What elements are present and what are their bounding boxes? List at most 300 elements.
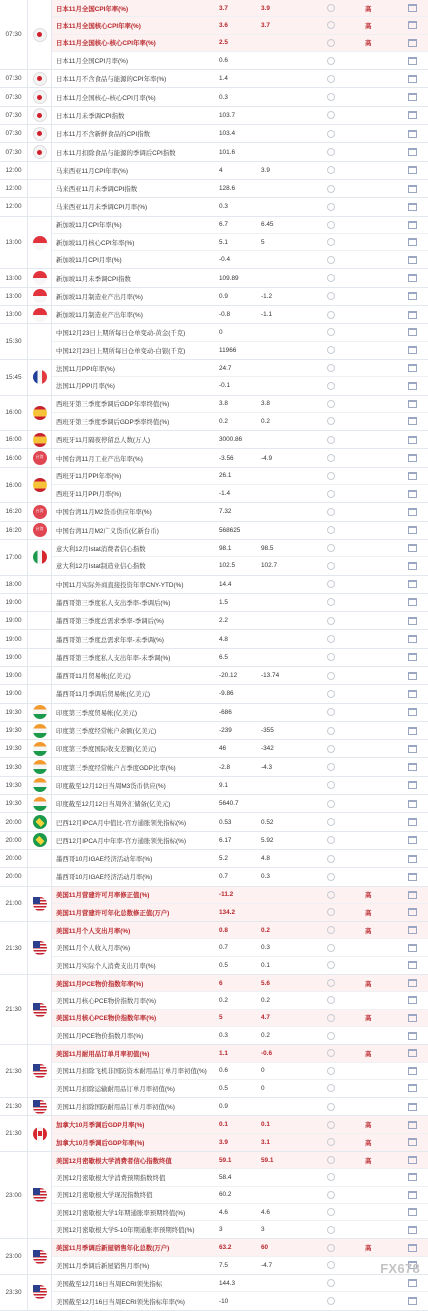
- alarm-clock-icon[interactable]: [327, 635, 335, 643]
- alarm-clock-icon[interactable]: [327, 292, 335, 300]
- event-row[interactable]: [52, 251, 428, 268]
- alarm-clock-icon[interactable]: [327, 1032, 335, 1040]
- alarm-clock-icon[interactable]: [327, 472, 335, 480]
- event-row[interactable]: [52, 887, 428, 904]
- forecast-value: 3.1: [261, 1138, 270, 1146]
- alarm-clock-icon[interactable]: [327, 364, 335, 372]
- event-row[interactable]: [52, 217, 428, 234]
- forecast-value: -1.2: [261, 292, 273, 300]
- alarm-clock-icon[interactable]: [327, 130, 335, 138]
- event-row[interactable]: [52, 1169, 428, 1186]
- chart-detail-icon[interactable]: [408, 292, 417, 300]
- previous-value: -2.8: [219, 763, 231, 771]
- previous-value: -20.12: [219, 672, 238, 680]
- chart-detail-icon[interactable]: [408, 130, 417, 138]
- chart-detail-icon[interactable]: [408, 1032, 417, 1040]
- previous-value: 3.7: [219, 4, 228, 12]
- event-row[interactable]: [52, 939, 428, 956]
- chart-detail-icon[interactable]: [408, 1244, 417, 1252]
- event-row[interactable]: [52, 449, 428, 466]
- indicator-name: 墨西哥第三季度私人支出季率-季调后(%): [56, 599, 171, 607]
- event-group: [0, 306, 428, 324]
- alarm-clock-icon[interactable]: [327, 1121, 335, 1129]
- event-row[interactable]: [52, 70, 428, 87]
- time-label: 13:00: [5, 292, 22, 300]
- event-row[interactable]: [52, 1187, 428, 1204]
- alarm-clock-icon[interactable]: [327, 580, 335, 588]
- alarm-clock-icon[interactable]: [327, 855, 335, 863]
- alarm-clock-icon[interactable]: [327, 873, 335, 881]
- previous-value: -0.8: [219, 311, 231, 319]
- alarm-clock-icon[interactable]: [327, 4, 335, 12]
- chart-detail-icon[interactable]: [408, 203, 417, 211]
- importance-label: 高: [365, 1122, 372, 1130]
- event-time: [0, 162, 28, 179]
- alarm-clock-icon[interactable]: [327, 908, 335, 916]
- event-row[interactable]: [52, 594, 428, 611]
- event-row[interactable]: [52, 667, 428, 684]
- event-row[interactable]: [52, 1116, 428, 1133]
- event-row[interactable]: [52, 540, 428, 557]
- alarm-clock-icon[interactable]: [327, 256, 335, 264]
- alarm-clock-icon[interactable]: [327, 1084, 335, 1092]
- event-row[interactable]: [52, 522, 428, 539]
- event-row[interactable]: [52, 722, 428, 739]
- detail-cell: [397, 926, 428, 934]
- event-row[interactable]: [52, 52, 428, 69]
- alarm-clock-icon[interactable]: [327, 690, 335, 698]
- time-label: 21:30: [5, 1130, 22, 1138]
- alarm-clock-icon[interactable]: [327, 891, 335, 899]
- event-row[interactable]: [52, 795, 428, 812]
- alarm-clock-icon[interactable]: [327, 1244, 335, 1252]
- chart-detail-icon[interactable]: [408, 1067, 417, 1075]
- alarm-clock-icon[interactable]: [327, 1103, 335, 1111]
- event-rows: [52, 612, 428, 629]
- indicator-name: 墨西哥11月季调后贸易帐(亿美元): [56, 691, 150, 699]
- alarm-clock-icon[interactable]: [327, 1261, 335, 1269]
- alarm-clock-icon[interactable]: [327, 274, 335, 282]
- chart-detail-icon[interactable]: [408, 635, 417, 643]
- alarm-clock-icon[interactable]: [327, 1067, 335, 1075]
- event-group: [0, 269, 428, 287]
- alarm-clock-icon[interactable]: [327, 944, 335, 952]
- event-row[interactable]: [52, 557, 428, 574]
- event-row[interactable]: [52, 1292, 428, 1309]
- alarm-clock-icon[interactable]: [327, 417, 335, 425]
- alarm-clock-icon[interactable]: [327, 1138, 335, 1146]
- chart-detail-icon[interactable]: [408, 617, 417, 625]
- alarm-clock-icon[interactable]: [327, 185, 335, 193]
- chart-detail-icon[interactable]: [408, 1279, 417, 1287]
- alarm-clock-icon[interactable]: [327, 727, 335, 735]
- alarm-clock-icon[interactable]: [327, 21, 335, 29]
- alarm-clock-icon[interactable]: [327, 1049, 335, 1057]
- alarm-clock-icon[interactable]: [327, 436, 335, 444]
- sg-flag-icon: [33, 236, 47, 250]
- chart-detail-icon[interactable]: [408, 328, 417, 336]
- chart-detail-icon[interactable]: [408, 382, 417, 390]
- previous-value: 3.9: [219, 1138, 228, 1146]
- detail-cell: [397, 400, 428, 408]
- detail-cell: [397, 1103, 428, 1111]
- chart-detail-icon[interactable]: [408, 1049, 417, 1057]
- forecast-value: 4.8: [261, 855, 270, 863]
- event-time: [0, 1275, 28, 1310]
- alarm-clock-icon[interactable]: [327, 544, 335, 552]
- chart-detail-icon[interactable]: [408, 1208, 417, 1216]
- alarm-clock-icon[interactable]: [327, 800, 335, 808]
- time-label: 16:00: [5, 436, 22, 444]
- chart-detail-icon[interactable]: [408, 1138, 417, 1146]
- chart-detail-icon[interactable]: [408, 311, 417, 319]
- alarm-clock-icon[interactable]: [327, 1156, 335, 1164]
- event-row[interactable]: [52, 107, 428, 124]
- country-flag-cell: [28, 306, 52, 323]
- event-row[interactable]: [52, 1134, 428, 1151]
- event-row[interactable]: [52, 975, 428, 992]
- chart-detail-icon[interactable]: [408, 417, 417, 425]
- time-label: 13:00: [5, 311, 22, 319]
- alarm-clock-icon[interactable]: [327, 598, 335, 606]
- chart-detail-icon[interactable]: [408, 944, 417, 952]
- chart-detail-icon[interactable]: [408, 93, 417, 101]
- country-flag-cell: [28, 449, 52, 466]
- event-row[interactable]: [52, 612, 428, 629]
- alarm-clock-icon[interactable]: [327, 221, 335, 229]
- event-row[interactable]: [52, 1098, 428, 1115]
- event-row[interactable]: [52, 1010, 428, 1027]
- event-row[interactable]: [52, 1080, 428, 1097]
- chart-detail-icon[interactable]: [408, 1121, 417, 1129]
- chart-detail-icon[interactable]: [408, 346, 417, 354]
- alarm-clock-icon[interactable]: [327, 93, 335, 101]
- event-row[interactable]: [52, 503, 428, 520]
- event-row[interactable]: [52, 180, 428, 197]
- chart-detail-icon[interactable]: [408, 908, 417, 916]
- event-row[interactable]: [52, 813, 428, 830]
- event-row[interactable]: [52, 396, 428, 413]
- previous-value: 3.6: [219, 21, 228, 29]
- chart-detail-icon[interactable]: [408, 1226, 417, 1234]
- chart-detail-icon[interactable]: [408, 708, 417, 716]
- event-rows: [52, 704, 428, 721]
- alarm-clock-icon[interactable]: [327, 508, 335, 516]
- chart-detail-icon[interactable]: [408, 1084, 417, 1092]
- chart-detail-icon[interactable]: [408, 926, 417, 934]
- chart-detail-icon[interactable]: [408, 508, 417, 516]
- event-time: [0, 975, 28, 1044]
- event-row[interactable]: [52, 868, 428, 885]
- event-time: [0, 1152, 28, 1238]
- event-row[interactable]: [52, 1027, 428, 1044]
- previous-value: -0.4: [219, 256, 231, 264]
- chart-detail-icon[interactable]: [408, 653, 417, 661]
- alarm-clock-icon[interactable]: [327, 926, 335, 934]
- chart-detail-icon[interactable]: [408, 21, 417, 29]
- alarm-clock-icon[interactable]: [327, 1191, 335, 1199]
- alarm-clock-icon[interactable]: [327, 1279, 335, 1287]
- event-time: [0, 722, 28, 739]
- event-row[interactable]: [52, 992, 428, 1009]
- chart-detail-icon[interactable]: [408, 39, 417, 47]
- indicator-name: 美国11月个人支出月率(%): [56, 927, 131, 935]
- chart-detail-icon[interactable]: [408, 166, 417, 174]
- event-rows: [52, 667, 428, 684]
- event-row[interactable]: [52, 704, 428, 721]
- country-flag-cell: [28, 88, 52, 105]
- event-row[interactable]: [52, 758, 428, 775]
- previous-value: 6.17: [219, 836, 232, 844]
- event-time: [0, 887, 28, 922]
- chart-detail-icon[interactable]: [408, 891, 417, 899]
- event-row[interactable]: [52, 630, 428, 647]
- alarm-clock-icon[interactable]: [327, 57, 335, 65]
- event-row[interactable]: [52, 576, 428, 593]
- event-rows: [52, 922, 428, 974]
- event-row[interactable]: [52, 377, 428, 394]
- chart-detail-icon[interactable]: [408, 526, 417, 534]
- alarm-clock-icon[interactable]: [327, 203, 335, 211]
- importance-label: 高: [365, 892, 372, 900]
- alarm-clock-icon[interactable]: [327, 979, 335, 987]
- alarm-clock-icon[interactable]: [327, 75, 335, 83]
- chart-detail-icon[interactable]: [408, 544, 417, 552]
- chart-detail-icon[interactable]: [408, 238, 417, 246]
- alarm-cell: [301, 1156, 361, 1164]
- alarm-cell: [301, 417, 361, 425]
- previous-value: 6.5: [219, 653, 228, 661]
- event-row[interactable]: [52, 957, 428, 974]
- event-row[interactable]: [52, 1204, 428, 1221]
- chart-detail-icon[interactable]: [408, 598, 417, 606]
- alarm-clock-icon[interactable]: [327, 454, 335, 462]
- event-row[interactable]: [52, 832, 428, 849]
- chart-detail-icon[interactable]: [408, 836, 417, 844]
- event-row[interactable]: [52, 35, 428, 52]
- alarm-clock-icon[interactable]: [327, 1014, 335, 1022]
- detail-cell: [397, 562, 428, 570]
- alarm-clock-icon[interactable]: [327, 1173, 335, 1181]
- event-time: [0, 1239, 28, 1274]
- chart-detail-icon[interactable]: [408, 996, 417, 1004]
- alarm-clock-icon[interactable]: [327, 166, 335, 174]
- event-time: [0, 180, 28, 197]
- alarm-clock-icon[interactable]: [327, 708, 335, 716]
- indicator-name: 意大利12月Istat消费者信心指数: [56, 545, 146, 553]
- alarm-clock-icon[interactable]: [327, 238, 335, 246]
- detail-cell: [397, 526, 428, 534]
- chart-detail-icon[interactable]: [408, 745, 417, 753]
- previous-value: 1.5: [219, 598, 228, 606]
- chart-detail-icon[interactable]: [408, 763, 417, 771]
- alarm-clock-icon[interactable]: [327, 490, 335, 498]
- alarm-cell: [301, 526, 361, 534]
- alarm-clock-icon[interactable]: [327, 836, 335, 844]
- event-group: [0, 777, 428, 795]
- chart-detail-icon[interactable]: [408, 436, 417, 444]
- event-group: [0, 449, 428, 467]
- chart-detail-icon[interactable]: [408, 256, 417, 264]
- event-row[interactable]: [52, 431, 428, 448]
- previous-value: -1.4: [219, 490, 231, 498]
- alarm-clock-icon[interactable]: [327, 328, 335, 336]
- event-row[interactable]: [52, 143, 428, 160]
- alarm-clock-icon[interactable]: [327, 346, 335, 354]
- chart-detail-icon[interactable]: [408, 781, 417, 789]
- chart-detail-icon[interactable]: [408, 1156, 417, 1164]
- event-row[interactable]: [52, 1275, 428, 1292]
- alarm-clock-icon[interactable]: [327, 39, 335, 47]
- chart-detail-icon[interactable]: [408, 472, 417, 480]
- event-row[interactable]: [52, 162, 428, 179]
- event-row[interactable]: [52, 306, 428, 323]
- alarm-cell: [301, 598, 361, 606]
- event-time: [0, 594, 28, 611]
- chart-detail-icon[interactable]: [408, 855, 417, 863]
- chart-detail-icon[interactable]: [408, 800, 417, 808]
- event-row[interactable]: [52, 685, 428, 702]
- alarm-cell: [301, 57, 361, 65]
- event-row[interactable]: [52, 125, 428, 142]
- chart-detail-icon[interactable]: [408, 490, 417, 498]
- chart-detail-icon[interactable]: [408, 1297, 417, 1305]
- forecast-value: 0.2: [261, 417, 270, 425]
- event-row[interactable]: [52, 1239, 428, 1256]
- alarm-cell: [301, 580, 361, 588]
- forecast-value: -4.9: [261, 454, 273, 462]
- country-flag-cell: [28, 180, 52, 197]
- chart-detail-icon[interactable]: [408, 580, 417, 588]
- event-row[interactable]: [52, 485, 428, 502]
- us-flag-icon: [33, 1250, 47, 1264]
- chart-detail-icon[interactable]: [408, 562, 417, 570]
- event-row[interactable]: [52, 1152, 428, 1169]
- time-label: 07:30: [5, 31, 22, 39]
- event-row[interactable]: [52, 288, 428, 305]
- event-row[interactable]: [52, 413, 428, 430]
- alarm-clock-icon[interactable]: [327, 562, 335, 570]
- event-row[interactable]: [52, 1063, 428, 1080]
- event-row[interactable]: [52, 360, 428, 377]
- event-row[interactable]: [52, 904, 428, 921]
- event-row[interactable]: [52, 740, 428, 757]
- chart-detail-icon[interactable]: [408, 148, 417, 156]
- alarm-clock-icon[interactable]: [327, 1226, 335, 1234]
- alarm-clock-icon[interactable]: [327, 745, 335, 753]
- chart-detail-icon[interactable]: [408, 873, 417, 881]
- chart-detail-icon[interactable]: [408, 400, 417, 408]
- event-row[interactable]: [52, 342, 428, 359]
- alarm-clock-icon[interactable]: [327, 526, 335, 534]
- alarm-cell: [301, 1032, 361, 1040]
- chart-detail-icon[interactable]: [408, 979, 417, 987]
- chart-detail-icon[interactable]: [408, 274, 417, 282]
- event-group: [0, 1275, 428, 1311]
- in-flag-icon: [33, 724, 47, 738]
- previous-value: 5.1: [219, 238, 228, 246]
- previous-value: 58.4: [219, 1173, 232, 1181]
- event-row[interactable]: [52, 17, 428, 34]
- alarm-clock-icon[interactable]: [327, 653, 335, 661]
- event-row[interactable]: [52, 269, 428, 286]
- detail-cell: [397, 130, 428, 138]
- chart-detail-icon[interactable]: [408, 4, 417, 12]
- indicator-name: 西班牙11月PPI月率(%): [56, 491, 122, 499]
- event-row[interactable]: [52, 1045, 428, 1062]
- detail-cell: [397, 1226, 428, 1234]
- chart-detail-icon[interactable]: [408, 1173, 417, 1181]
- forecast-value: 0.2: [261, 1032, 270, 1040]
- alarm-clock-icon[interactable]: [327, 961, 335, 969]
- alarm-cell: [301, 1067, 361, 1075]
- alarm-clock-icon[interactable]: [327, 996, 335, 1004]
- previous-value: 1.4: [219, 75, 228, 83]
- chart-detail-icon[interactable]: [408, 1191, 417, 1199]
- chart-detail-icon[interactable]: [408, 690, 417, 698]
- chart-detail-icon[interactable]: [408, 961, 417, 969]
- alarm-cell: [301, 21, 361, 29]
- chart-detail-icon[interactable]: [408, 75, 417, 83]
- alarm-clock-icon[interactable]: [327, 382, 335, 390]
- event-row[interactable]: [52, 850, 428, 867]
- indicator-name: 日本11月全国核心-核心CPI年率(%): [56, 40, 156, 48]
- alarm-clock-icon[interactable]: [327, 818, 335, 826]
- event-rows: [52, 649, 428, 666]
- alarm-clock-icon[interactable]: [327, 400, 335, 408]
- event-row[interactable]: [52, 324, 428, 341]
- event-row[interactable]: [52, 234, 428, 251]
- event-row[interactable]: [52, 198, 428, 215]
- alarm-clock-icon[interactable]: [327, 111, 335, 119]
- event-group: [0, 143, 428, 161]
- event-row[interactable]: [52, 468, 428, 485]
- event-row[interactable]: [52, 1221, 428, 1238]
- alarm-clock-icon[interactable]: [327, 311, 335, 319]
- alarm-clock-icon[interactable]: [327, 781, 335, 789]
- alarm-clock-icon[interactable]: [327, 672, 335, 680]
- event-row[interactable]: [52, 922, 428, 939]
- event-row[interactable]: [52, 88, 428, 105]
- chart-detail-icon[interactable]: [408, 727, 417, 735]
- event-row[interactable]: [52, 0, 428, 17]
- previous-value: 59.1: [219, 1156, 232, 1164]
- event-group: [0, 685, 428, 703]
- alarm-clock-icon[interactable]: [327, 763, 335, 771]
- country-flag-cell: [28, 324, 52, 359]
- chart-detail-icon[interactable]: [408, 111, 417, 119]
- alarm-clock-icon[interactable]: [327, 1297, 335, 1305]
- chart-detail-icon[interactable]: [408, 454, 417, 462]
- chart-detail-icon[interactable]: [408, 57, 417, 65]
- event-row[interactable]: [52, 1257, 428, 1274]
- alarm-clock-icon[interactable]: [327, 1208, 335, 1216]
- chart-detail-icon[interactable]: [408, 672, 417, 680]
- chart-detail-icon[interactable]: [408, 185, 417, 193]
- event-row[interactable]: [52, 649, 428, 666]
- chart-detail-icon[interactable]: [408, 1014, 417, 1022]
- alarm-clock-icon[interactable]: [327, 617, 335, 625]
- previous-value: 7.5: [219, 1261, 228, 1269]
- chart-detail-icon[interactable]: [408, 221, 417, 229]
- chart-detail-icon[interactable]: [408, 1103, 417, 1111]
- event-time: [0, 813, 28, 830]
- previous-value: 0.1: [219, 1121, 228, 1129]
- event-row[interactable]: [52, 777, 428, 794]
- alarm-clock-icon[interactable]: [327, 148, 335, 156]
- chart-detail-icon[interactable]: [408, 364, 417, 372]
- chart-detail-icon[interactable]: [408, 818, 417, 826]
